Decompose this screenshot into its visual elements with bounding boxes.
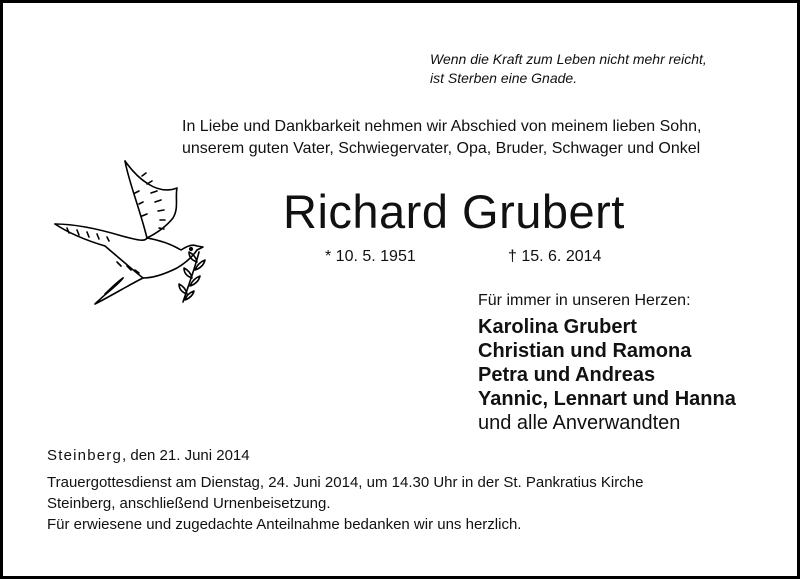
intro-line-1: In Liebe und Dankbarkeit nehmen wir Abschied von meinem lieben Sohn, <box>182 118 702 135</box>
service-info <box>47 472 643 514</box>
mourner-name: Petra und Andreas <box>478 364 656 386</box>
intro-text <box>182 116 701 160</box>
motto-line-1: Wenn die Kraft zum Leben nicht mehr reicht, <box>430 51 707 67</box>
deceased-name: Richard Grubert <box>283 185 625 238</box>
dove-icon <box>47 158 227 313</box>
service-line-2: Steinberg, anschließend Urnenbeisetzung. <box>47 495 331 512</box>
date: , den 21. Juni 2014 <box>122 447 250 464</box>
mourner-name: Karolina Grubert <box>478 316 637 338</box>
motto <box>430 50 707 88</box>
mourner-name: Yannic, Lennart und Hanna <box>478 388 736 410</box>
mourner-name: Christian und Ramona <box>478 340 692 362</box>
service-line-1: Trauergottesdienst am Dienstag, 24. Juni 2014, um 14.30 Uhr in der St. Pankratius Kirche <box>47 474 644 491</box>
mourners-heading: Für immer in unseren Herzen: <box>478 292 691 309</box>
intro-line-2: unserem guten Vater, Schwiegervater, Opa, Bruder, Schwager und Onkel <box>182 140 701 157</box>
birth-date: * 10. 5. 1951 <box>325 248 416 265</box>
death-date: † 15. 6. 2014 <box>508 248 602 265</box>
mourners-list <box>478 315 736 435</box>
mourners-closing: und alle Anverwandten <box>478 412 681 434</box>
thanks-text: Für erwiesene und zugedachte Anteilnahme bedanken wir uns herzlich. <box>47 516 522 533</box>
place: Steinberg <box>47 447 123 464</box>
motto-line-2: ist Sterben eine Gnade. <box>430 70 578 86</box>
place-date-line <box>47 445 250 466</box>
